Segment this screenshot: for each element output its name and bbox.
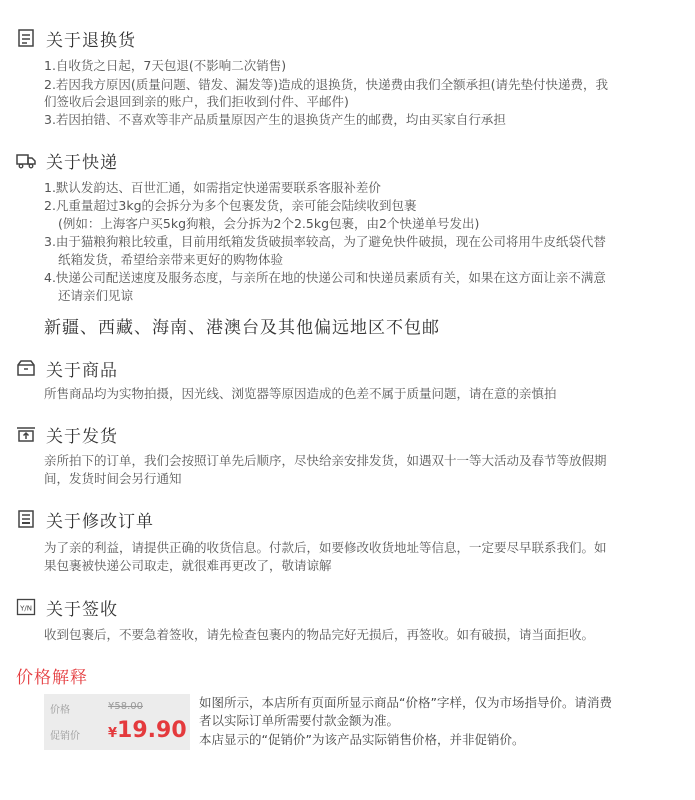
express-line-1: 1.默认发韵达、百世汇通，如需指定快递需要联系客服补差价 [44, 180, 381, 195]
price-sample-box [44, 694, 190, 750]
promo-price [108, 718, 187, 743]
order-line-2: 果包裹被快递公司取走，就很难再更改了，敬请谅解 [44, 558, 332, 573]
price-explanation-3: 本店显示的“促销价”为该产品实际销售价格，并非促销价。 [199, 732, 525, 747]
truck-icon [16, 150, 36, 170]
shipping-header [16, 421, 118, 447]
product-header [16, 355, 118, 381]
shipping-line-1: 亲所拍下的订单，我们会按照订单先后顺序，尽快给亲安排发货，如遇双十一等大活动及春节等放假期 [44, 453, 607, 468]
signing-line-1: 收到包裹后，不要急着签收，请先检查包裹内的物品完好无损后，再签收。如有破损，请当面拒收。 [44, 627, 595, 642]
promo-price-value: 19.90 [117, 718, 187, 743]
express-line-4: 3.由于猫粮狗粮比较重，目前用纸箱发货破损率较高，为了避免快件破损，现在公司将用牛皮纸袋代替 [44, 234, 606, 249]
shipping-title: 关于发货 [46, 426, 118, 447]
notepad-icon [16, 28, 36, 48]
express-notice: 新疆、西藏、海南、港澳台及其他偏远地区不包邮 [44, 318, 440, 338]
svg-text:Y/N: Y/N [20, 604, 32, 613]
order-title: 关于修改订单 [46, 511, 154, 532]
returns-title: 关于退换货 [46, 30, 136, 51]
express-line-5: 纸箱发货，希望给亲带来更好的购物体验 [58, 252, 284, 267]
price-title: 价格解释 [16, 668, 88, 688]
product-line-1: 所售商品均为实物拍摄，因光线、浏览器等原因造成的色差不属于质量问题，请在意的亲慎拍 [44, 386, 557, 401]
box-icon [16, 358, 36, 378]
signing-title: 关于签收 [46, 599, 118, 620]
returns-line-4: 3.若因拍错、不喜欢等非产品质量原因产生的退换货产生的邮费，均由买家自行承担 [44, 112, 506, 127]
express-line-2: 2.凡重量超过3kg的会拆分为多个包裹发货，亲可能会陆续收到包裹 [44, 198, 417, 213]
list-price-label: 价格 [50, 705, 70, 716]
returns-header [16, 25, 136, 51]
returns-line-1: 1.自收货之日起，7天包退(不影响二次销售) [44, 58, 287, 73]
express-header [16, 147, 118, 173]
shipping-icon [16, 424, 36, 444]
product-title: 关于商品 [46, 360, 118, 381]
signing-header [16, 594, 118, 620]
express-line-6: 4.快递公司配送速度及服务态度，与亲所在地的快递公司和快递员素质有关，如果在这方面让亲不满意 [44, 270, 606, 285]
order-header [16, 506, 154, 532]
yn-sign-icon [16, 597, 36, 617]
express-title: 关于快递 [46, 152, 118, 173]
shipping-line-2: 间，发货时间会另行通知 [44, 471, 182, 486]
list-price-value: ¥58.00 [108, 701, 143, 712]
express-line-3: (例如：上海客户买5kg狗粮，会分拆为2个2.5kg包裹，由2个快递单号发出) [58, 216, 480, 231]
edit-form-icon [16, 509, 36, 529]
promo-price-label: 促销价 [50, 731, 80, 742]
express-line-7: 还请亲们见谅 [58, 288, 134, 303]
promo-price-currency: ¥ [108, 726, 118, 741]
order-line-1: 为了亲的利益，请提供正确的收货信息。付款后，如要修改收货地址等信息，一定要尽早联系我们。如 [44, 540, 607, 555]
price-explanation-2: 者以实际订单所需要付款金额为准。 [199, 713, 400, 728]
returns-line-3: 们签收后会退回到亲的账户，我们拒收到付件、平邮件) [44, 94, 349, 109]
price-explanation-1: 如图所示，本店所有页面所显示商品“价格”字样，仅为市场指导价。请消费 [199, 695, 612, 710]
returns-line-2: 2.若因我方原因(质量问题、错发、漏发等)造成的退换货，快递费由我们全额承担(请先垫付快递费，我 [44, 77, 609, 92]
